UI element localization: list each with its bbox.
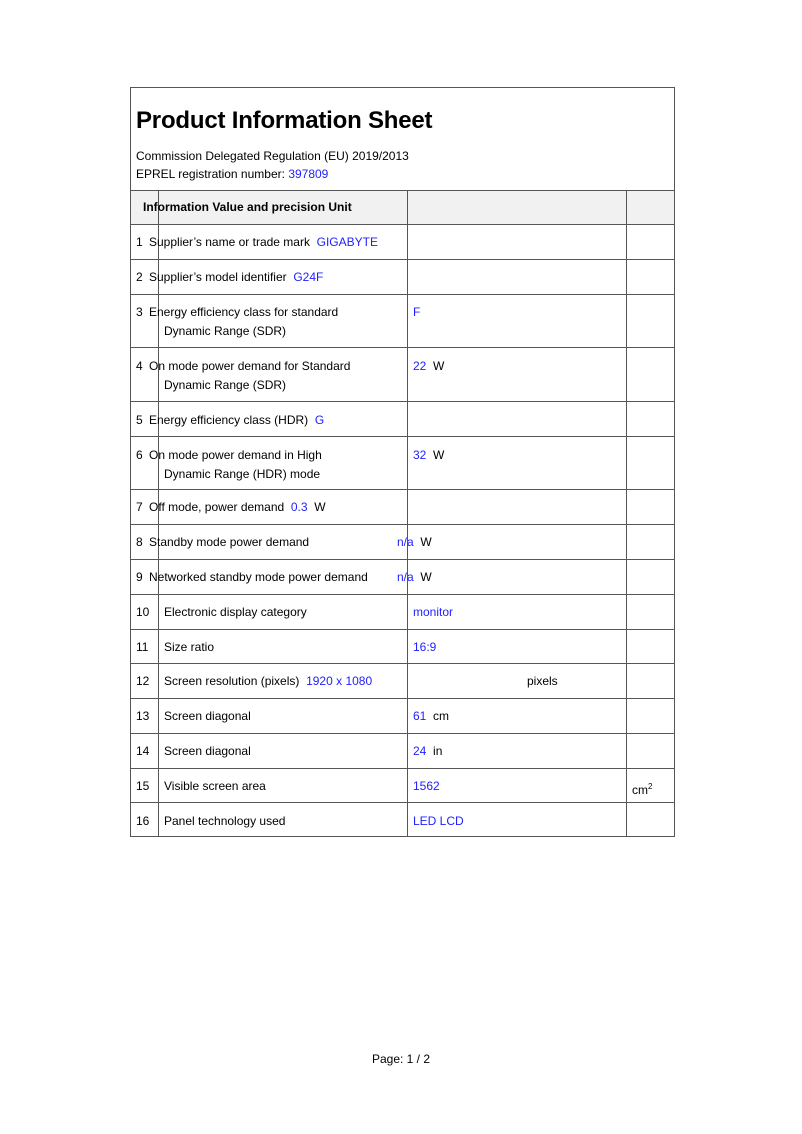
row-label-line-2: Dynamic Range (SDR)	[164, 324, 287, 338]
table-rule	[130, 698, 675, 699]
row-value: GIGABYTE	[316, 235, 378, 249]
row-label: Visible screen area	[164, 779, 266, 793]
row-value-unit	[413, 742, 442, 761]
row-number: 7	[136, 500, 143, 514]
row-value-unit	[397, 568, 432, 587]
row-label: Supplier’s name or trade mark GIGABYTE	[149, 235, 378, 249]
table-rule	[130, 224, 675, 225]
row-label-line-2: Dynamic Range (SDR)	[164, 378, 287, 392]
row-label: Screen diagonal	[164, 709, 251, 723]
eprel-label: EPREL registration number:	[136, 167, 285, 181]
row-number: 9	[136, 570, 143, 584]
row-number: 14	[136, 744, 150, 758]
table-header: Information Value and precision Unit	[143, 200, 352, 214]
row-number: 16	[136, 814, 150, 828]
row-number: 2	[136, 270, 143, 284]
product-information-sheet	[130, 87, 675, 837]
row-label: Networked standby mode power demand	[149, 570, 368, 584]
row-value: F	[413, 305, 421, 319]
row-unit: in	[433, 744, 443, 758]
table-rule	[130, 733, 675, 734]
row-value: 1920 x 1080	[306, 674, 373, 688]
eprel-registration	[136, 167, 328, 181]
row-number: 4	[136, 359, 143, 373]
table-rule	[130, 524, 675, 525]
row-number: 10	[136, 605, 150, 619]
row-value-unit	[397, 533, 432, 552]
table-rule	[130, 436, 675, 437]
row-number: 5	[136, 413, 143, 427]
row-value: G	[314, 413, 325, 427]
row-label: Electronic display category	[164, 605, 307, 619]
row-value-unit	[413, 707, 449, 726]
row-label: Panel technology used	[164, 814, 286, 828]
table-rule	[130, 259, 675, 260]
row-label-line-1: On mode power demand for Standard	[149, 359, 351, 373]
table-rule	[130, 190, 675, 191]
table-rule	[130, 401, 675, 402]
row-value: LED LCD	[413, 814, 464, 828]
row-value: G24F	[293, 270, 324, 284]
row-label-line-2: Dynamic Range (HDR) mode	[164, 467, 321, 481]
row-unit: $cm^2$	[632, 782, 653, 797]
row-number: 8	[136, 535, 143, 549]
table-rule	[130, 559, 675, 560]
row-label: Size ratio	[164, 640, 215, 654]
row-unit: pixels	[527, 674, 558, 688]
table-rule	[130, 489, 675, 490]
row-value-unit	[413, 357, 444, 376]
row-unit: W	[433, 359, 445, 373]
row-number: 3	[136, 305, 143, 319]
table-rule	[130, 768, 675, 769]
row-label: Energy efficiency class (HDR) G	[149, 413, 325, 427]
row-unit: W	[420, 535, 432, 549]
table-rule	[130, 802, 675, 803]
page-footer: Page: 1 / 2	[371, 1052, 431, 1066]
column-rule	[407, 190, 408, 837]
row-label-line-1: Energy efficiency class for standard	[149, 305, 339, 319]
row-number: 15	[136, 779, 150, 793]
table-rule	[130, 294, 675, 295]
row-unit: cm	[433, 709, 450, 723]
row-number: 12	[136, 674, 150, 688]
row-value: 22	[413, 359, 427, 373]
row-value: 16:9	[413, 640, 437, 654]
row-unit: W	[420, 570, 432, 584]
row-value: 32	[413, 448, 427, 462]
eprel-number: 397809	[288, 167, 329, 181]
row-label: Supplier’s model identifier G24F	[149, 270, 324, 284]
table-rule	[130, 629, 675, 630]
row-value: 61	[413, 709, 427, 723]
table-rule	[130, 663, 675, 664]
row-value-unit	[413, 446, 444, 465]
table-rule	[130, 347, 675, 348]
row-value: monitor	[413, 605, 454, 619]
table-rule	[130, 594, 675, 595]
row-value: 0.3	[290, 500, 308, 514]
row-label: Screen diagonal	[164, 744, 251, 758]
row-number: 6	[136, 448, 143, 462]
row-number: 11	[136, 640, 149, 654]
row-value: 1562	[413, 779, 440, 793]
row-value: n/a	[397, 570, 414, 584]
row-value: n/a	[397, 535, 414, 549]
row-label-line-1: On mode power demand in High	[149, 448, 322, 462]
row-label: Off mode, power demand 0.3 W	[149, 500, 326, 514]
row-label: Screen resolution (pixels) 1920 x 1080	[164, 674, 373, 688]
row-number: 13	[136, 709, 150, 723]
row-unit: W	[433, 448, 445, 462]
row-value: 24	[413, 744, 427, 758]
row-unit: W	[314, 500, 326, 514]
row-unit-superscript: 2	[648, 782, 653, 791]
row-label: Standby mode power demand	[149, 535, 310, 549]
page-title: Product Information Sheet	[136, 107, 433, 134]
row-number: 1	[136, 235, 143, 249]
column-rule	[626, 190, 627, 837]
regulation-reference: Commission Delegated Regulation (EU) 2019/2013	[136, 149, 409, 163]
